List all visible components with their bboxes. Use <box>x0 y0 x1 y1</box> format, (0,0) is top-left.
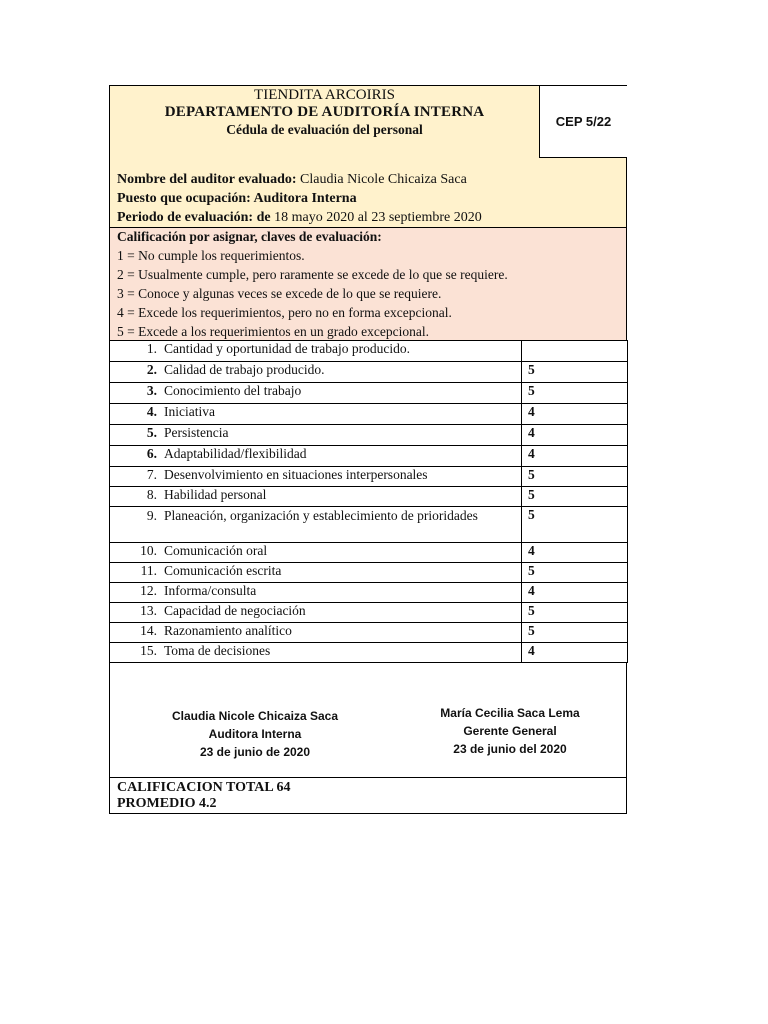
criterion-name: Desenvolvimiento en situaciones interpersonales <box>164 467 428 482</box>
criterion-score: 4 <box>522 425 628 446</box>
signer-name: Claudia Nicole Chicaiza Saca <box>171 709 339 723</box>
signature-section <box>109 663 627 777</box>
table-row <box>110 425 628 446</box>
rating-key: 3 = Conoce y algunas veces se excede de lo que se requiere. <box>117 286 442 301</box>
criterion-score: 5 <box>522 383 628 404</box>
position-row <box>117 189 482 208</box>
period-row <box>117 208 482 227</box>
rating-key: 5 = Excede a los requerimientos en un grado excepcional. <box>117 324 429 339</box>
table-row <box>110 404 628 425</box>
signature-date: 23 de junio del 2020 <box>453 742 567 756</box>
criterion-score <box>522 341 628 362</box>
table-row <box>110 362 628 383</box>
average-score: PROMEDIO 4.2 <box>117 796 217 811</box>
period-label: Periodo de evaluación: de <box>117 210 271 225</box>
rating-key: 4 = Excede los requerimientos, pero no en forma excepcional. <box>117 305 452 320</box>
rating-keys-title: Calificación por asignar, claves de evaluación: <box>117 229 382 244</box>
criterion-number: 12. <box>140 583 157 598</box>
criterion-score: 5 <box>522 507 628 543</box>
criterion-number: 6. <box>146 446 157 461</box>
criterion-name: Razonamiento analítico <box>164 623 292 638</box>
department-name: DEPARTAMENTO DE AUDITORÍA INTERNA <box>164 104 485 120</box>
criterion-name: Habilidad personal <box>164 487 267 502</box>
criterion-score: 5 <box>522 563 628 583</box>
criterion-name: Comunicación oral <box>164 543 268 558</box>
auditor-value: Claudia Nicole Chicaiza Saca <box>300 172 467 187</box>
criterion-number: 3. <box>146 383 157 398</box>
table-row <box>110 603 628 623</box>
criterion-name: Calidad de trabajo producido. <box>164 362 325 377</box>
table-row <box>110 583 628 603</box>
criterion-number: 2. <box>146 362 157 377</box>
criterion-score: 5 <box>522 487 628 507</box>
criterion-number: 4. <box>146 404 157 419</box>
evaluation-meta <box>117 170 482 227</box>
criterion-number: 9. <box>146 508 157 523</box>
criterion-score: 5 <box>522 603 628 623</box>
criterion-name: Toma de decisiones <box>164 643 271 658</box>
criterion-number: 5. <box>146 425 157 440</box>
criterion-name: Planeación, organización y establecimiento de prioridades <box>164 508 478 523</box>
criterion-score: 5 <box>522 467 628 487</box>
criterion-name: Adaptabilidad/flexibilidad <box>164 446 307 461</box>
criteria-table <box>109 340 628 663</box>
criterion-name: Iniciativa <box>164 404 215 419</box>
table-row <box>110 623 628 643</box>
rating-keys <box>109 228 627 340</box>
table-row <box>110 446 628 467</box>
document-code: CEP 5/22 <box>539 86 627 158</box>
criterion-name: Informa/consulta <box>164 583 257 598</box>
rating-key: 2 = Usualmente cumple, pero raramente se excede de lo que se requiere. <box>117 267 508 282</box>
company-name: TIENDITA ARCOIRIS <box>254 87 395 103</box>
table-row <box>110 543 628 563</box>
criterion-score: 4 <box>522 543 628 563</box>
signer-name: María Cecilia Saca Lema <box>440 706 580 720</box>
total-score: CALIFICACION TOTAL 64 <box>117 780 291 795</box>
table-row <box>110 643 628 663</box>
rating-key: 1 = No cumple los requerimientos. <box>117 248 305 263</box>
criterion-number: 13. <box>140 603 157 618</box>
criterion-name: Cantidad y oportunidad de trabajo producido. <box>164 341 410 356</box>
position-value: Auditora Interna <box>253 191 357 206</box>
criterion-number: 8. <box>146 487 157 502</box>
criterion-name: Comunicación escrita <box>164 563 282 578</box>
criterion-number: 1. <box>146 341 157 356</box>
table-row <box>110 383 628 404</box>
table-row <box>110 487 628 507</box>
criterion-number: 10. <box>140 543 157 558</box>
criterion-number: 14. <box>140 623 157 638</box>
signer-role: Gerente General <box>463 724 557 738</box>
criterion-score: 4 <box>522 643 628 663</box>
criterion-number: 15. <box>140 643 157 658</box>
header-titles <box>110 87 539 138</box>
criterion-score: 5 <box>522 623 628 643</box>
table-row <box>110 341 628 362</box>
criterion-name: Persistencia <box>164 425 229 440</box>
totals-section <box>109 777 627 814</box>
position-label: Puesto que ocupación: <box>117 191 251 206</box>
auditor-label: Nombre del auditor evaluado: <box>117 172 297 187</box>
evaluation-form <box>109 85 627 814</box>
criterion-name: Conocimiento del trabajo <box>164 383 302 398</box>
signature-auditor <box>150 707 360 761</box>
signature-manager <box>405 704 615 758</box>
signature-date: 23 de junio de 2020 <box>199 745 311 759</box>
form-header <box>109 85 627 228</box>
criterion-number: 11. <box>140 563 157 578</box>
criterion-score: 4 <box>522 446 628 467</box>
table-row <box>110 467 628 487</box>
criterion-score: 4 <box>522 404 628 425</box>
criterion-name: Capacidad de negociación <box>164 603 306 618</box>
signer-role: Auditora Interna <box>208 727 302 741</box>
auditor-row <box>117 170 482 189</box>
table-row <box>110 507 628 543</box>
period-value: 18 mayo 2020 al 23 septiembre 2020 <box>274 210 482 225</box>
table-row <box>110 563 628 583</box>
criterion-score: 4 <box>522 583 628 603</box>
criterion-score: 5 <box>522 362 628 383</box>
criterion-number: 7. <box>146 467 157 482</box>
document-title: Cédula de evaluación del personal <box>226 122 423 137</box>
